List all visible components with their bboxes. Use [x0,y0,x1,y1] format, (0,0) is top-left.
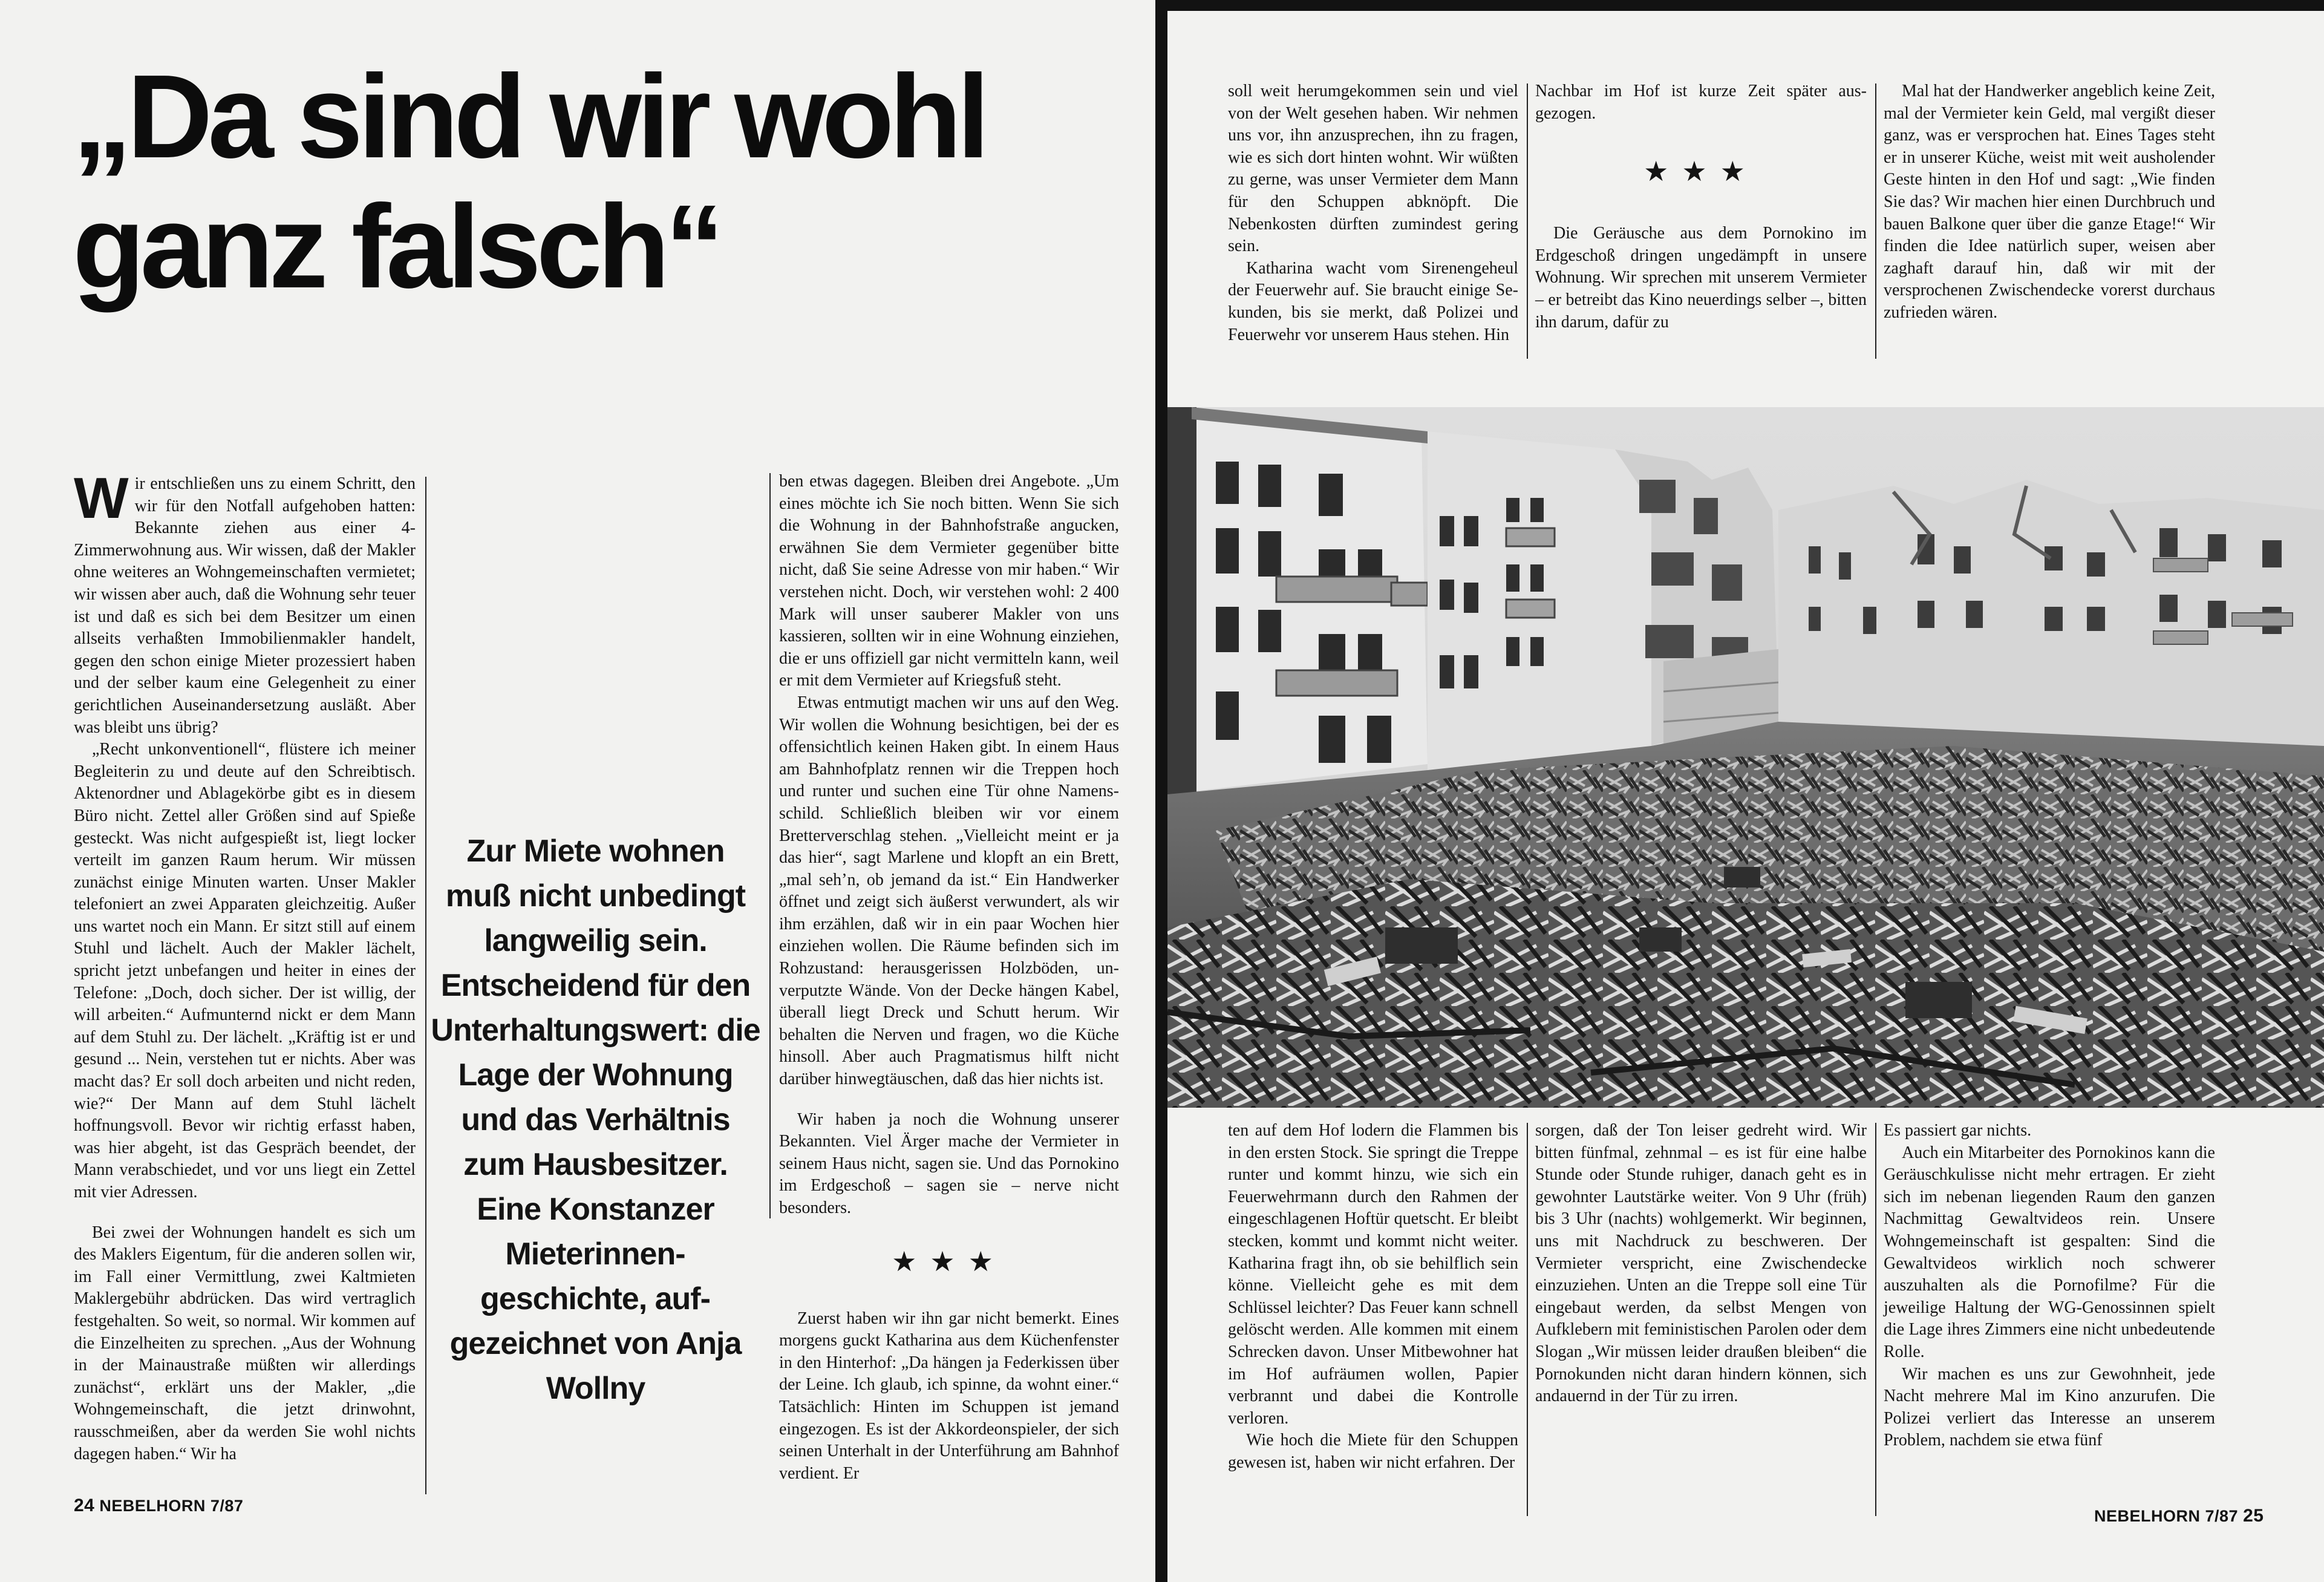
article-column-top-1 [1228,80,1518,346]
paragraph: Etwas entmutigt machen wir uns auf den Weg. Wir wollen die Wohnung besichtigen, bei der es offensichtlich keinen Haken gibt. In einem Haus am Bahnhofplatz rennen wir die Treppen hoch und runter und suchen eine Tür ohne Namensschild. Schließlich bleiben wir vor einem Bretterverschlag stehen. „Vielleicht meint er ja das hier“, sagt Marlene und klopft an ein Brett, „mal seh’n, ob jemand da ist.“ Ein Handwerker öffnet und zeigt sich äußerst verwundert, als wir ihm erzählen, daß wir in ein paar Wochen hier einziehen wollen. Die Räume befinden sich im Rohzustand: herausgerissen Holzböden, unverputzte Wände. Von der Decke hängen Kabel, überall liegt Dreck und Schutt herum. Wir behalten die Nerven und fragen, wo die Küche hinsoll. Aber auch Pragmatismus hilft nicht darüber hinwegtäuschen, daß das hier nichts ist. [779,693,1119,1089]
article-column-bottom-1 [1228,1120,1518,1474]
magazine-issue: NEBELHORN 7/87 [99,1497,244,1515]
paragraph: ben etwas dagegen. Bleiben drei Angebote. „Um eines möchte ich Sie noch bitten. Wenn Sie sich die Wohnung in der Bahnhofstraße angucken, erwähnen Sie dem Vermieter gegenüber bitte nicht, daß Sie seine Adresse von mir haben.“ Wir verstehen nicht. Doch, wir verstehen wohl: 2 400 Mark will unser sauberer Makler von uns kassieren, sollten wir in eine Wohnung einziehen, die er uns offiziell gar nicht vermitteln kann, weil er mit dem Vermieter auf Kriegsfuß steht. [779,472,1119,690]
column-rule [1527,83,1528,359]
paragraph: Die Geräusche aus dem Pornokino im Erdgeschoß dringen ungedämpft in unsere Wohnung. Wir sprechen mit unserem Vermieter – er betreibt das Kino neuerdings selber –, bitten ihn darum, dafür zu [1535,224,1867,332]
paragraph: Auch ein Mitarbeiter des Pornokinos kann die Geräuschkulisse nicht mehr ertragen. Er zieht sich im nebenan liegenden Raum den ganzen Nachmittag Gewaltvideos rein. Unsere Wohngemeinschaft ist gespalten: Sind die Gewaltvideos wirklich noch schwerer auszuhalten als die Pornofilme? Für die jeweilige Haltung der WG-Genossinnen spielt die Lage ihres Zimmers eine nicht unbedeutende Rolle. [1884,1143,2215,1361]
paragraph-text: ir entschließen uns zu einem Schritt, den wir für den Notfall aufgehoben hatten: Bekannte ziehen aus einer 4-Zimmerwohnung aus. Wir wissen, daß der Makler ohne weiteres an Wohngemeinschaften vermietet; wir wissen aber auch, daß die Wohnung sehr teuer ist und daß es sich bei dem Besitzer um einen allseits verhaßten Immobilienmakler handelt, gegen den schon einige Mieter prozessiert haben und der selber kaum eine Gelegenheit zu einer gerichtlichen Auseinandersetzung ausläßt. Aber was bleibt uns übrig? [74,474,416,737]
paragraph: Mal hat der Handwerker angeblich keine Zeit, mal der Vermieter kein Geld, mal vergißt dieser ganz, was er versprochen hat. Eines Tages steht er in unserer Küche, weist mit weit ausholender Geste hinten in den Hof und sagt: „Wie finden Sie das? Wir machen hier einen Durchbruch und bauen Balkone quer über die ganze Etage!“ Wir finden die Idee natürlich super, weisen aber zaghaft darauf hin, daß wir mit der versprochenen Zwischendecke vorerst durchaus zufrieden wären. [1884,82,2215,322]
paragraph: Es passiert gar nichts. [1884,1121,2032,1140]
headline-line: ganz falsch“ [73,180,720,313]
paragraph [74,466,416,739]
article-subhead: Zur Miete wohnen muß nicht unbedingt langweilig sein. Entscheidend für den Unterhaltungswert: die Lage der Wohnung und das Verhältnis zum Hausbesitzer. Eine Konstanzer Mieterinnengeschichte, aufgezeichnet von Anja Wollny [431,834,760,1406]
article-column-3 [779,471,1119,1485]
article-column-top-2 [1535,80,1867,333]
section-break-stars: ★★★ [1643,156,1758,188]
page-number: 24 [74,1495,95,1515]
page-folio [74,1495,243,1516]
column-rule [425,477,426,1494]
paragraph: Wir machen es uns zur Gewohnheit, jede Nacht mehrere Mal im Kino anzurufen. Die Polizei verliert das Interesse an unserem Problem, nachdem sie etwa fünf [1884,1364,2215,1450]
paragraph: Katharina wacht vom Sirenengeheul der Feuerwehr auf. Sie braucht einige Sekunden, bis sie merkt, daß Polizei und Feuerwehr vor unserem Haus stehen. Hin [1228,258,1518,344]
paragraph: Bei zwei der Wohnungen handelt es sich um des Maklers Eigentum, für die anderen sollen wir, im Fall einer Vermittlung, zwei Kaltmieten Maklergebühr abdrücken. Das wird vertraglich festgehalten. So weit, so normal. Wir kommen auf die Einzelheiten zu sprechen. „Aus der Wohnung in der Mainaustraße müßten wir allerdings zunächst“, erklärt uns der Makler, „die Wohngemeinschaft, die jetzt drinwohnt, rausschmeißen, aber da werden Sie wohl nichts dagegen haben.“ Wir ha [74,1223,416,1463]
column-rule [1875,1123,1876,1516]
drop-cap: W [74,466,129,531]
article-column-bottom-3 [1884,1120,2215,1452]
article-column-bottom-2 [1535,1120,1867,1408]
column-rule [769,473,771,1218]
paragraph: soll weit herumgekommen sein und viel von der Welt gesehen haben. Wir nehmen uns vor, ihn anzusprechen, ihn zu fragen, wie es sich dort hinten wohnt. Wir wüßten zu gerne, was unser Vermieter dem Mann für den Schuppen abknöpft. Die Nebenkosten dürften zumindest gering sein. [1228,82,1518,256]
paragraph: Zuerst haben wir ihn gar nicht bemerkt. Eines morgens guckt Katharina aus dem Küchenfenster in den Hinterhof: „Da hängen ja Federkissen über der Leine. Ich glaub, ich spinne, da wohnt einer.“ Tatsächlich: Hinten im Schuppen ist jemand eingezogen. Es ist der Akkordeonspieler, der sich seinen Unterhalt in der Unterführung am Bahnhof verdient. Er [779,1309,1119,1483]
paragraph: sorgen, daß der Ton leiser gedreht wird. Wir bitten fünfmal, zehnmal – es ist für eine halbe Stunde oder Stunde ruhiger, danach geht es in gewohnter Lautstärke weiter. Von 9 Uhr (früh) bis 3 Uhr (nachts) wohlgemerkt. Wir beginnen, uns mit Nachdruck zu beschweren. Der Vermieter verspricht, eine Zwischendecke einzuziehen. Unten an die Treppe soll eine Tür eingebaut werden, da selbst Mengen von Aufklebern mit feministischen Parolen oder dem Slogan „Wir müssen leider draußen bleiben“ die Pornokunden nicht daran hindern können, sich andauernd in der Tür zu irren. [1535,1121,1867,1406]
column-rule [1527,1123,1528,1516]
page-number: 25 [2243,1506,2264,1526]
page-folio [2094,1506,2264,1526]
paragraph: „Recht unkonventionell“, flüstere ich meiner Begleiterin zu und deute auf den Schreibtisch. Aktenordner und Ablagekörbe gibt es in diesem Büro nicht. Zettel aller Größen sind auf Spieße gesteckt. Was nicht aufgespießt ist, liegt locker verteilt im ganzen Raum herum. Wir müssen zunächst einige Minuten warten. Unser Makler telefoniert an zwei Apparaten gleichzeitig. Außer uns wartet noch ein Mann. Er sitzt still auf einem Stuhl und lächelt. Auch der Makler lächelt, spricht jetzt unbefangen und heiter in eines der Telefone: „Doch, doch sicher. Der ist willig, der will arbeiten.“ Aufmunternd nickt er dem Mann auf dem Stuhl zu. Der lächelt. „Kräftig ist er und gesund ... Nein, verstehen tut er nichts. Aber was macht das? Er soll doch arbeiten und nicht reden, wie?“ Der Mann auf dem Stuhl lächelt hoffnungsvoll. Bevor wir richtig erfasst haben, was hier abgeht, ist das Gespräch beendet, der Mann verabschiedet, und vor uns liegt ein Zettel mit vier Adressen. [74,740,416,1201]
article-column-top-3 [1884,80,2215,324]
column-rule [1875,83,1876,359]
paragraph: Wie hoch die Miete für den Schuppen gewesen ist, haben wir nicht erfahren. Der [1228,1431,1518,1472]
left-page [0,0,1155,1582]
paragraph: Nachbar im Hof ist kurze Zeit später ausgezogen. [1535,82,1867,123]
magazine-issue: NEBELHORN 7/87 [2094,1507,2239,1525]
headline-line: „Da sind wir wohl [73,50,985,183]
article-column-1 [74,466,416,1465]
right-page [1167,11,2324,1582]
section-break-stars: ★★★ [892,1246,1007,1277]
paragraph: ten auf dem Hof lodern die Flammen bis in den ersten Stock. Sie springt die Treppe runter und kommt hinzu, wie sich ein Feuerwehrmann durch den Rahmen der eingeschlagenen Hoftür quetscht. Er bleibt stecken, kommt und kommt nicht weiter. Katharina fragt ihn, ob sie behilflich sein könne. Vielleicht gehe es mit dem Schlüssel leichter? Das Feuer kann schnell gelöscht werden. Alle kommen mit einem Schrecken davon. Unser Mitbewohner hat im Hof aufräumen wollen, Papier verbrannt und dabei die Kontrolle verloren. [1228,1121,1518,1428]
headline [73,51,1028,312]
photo-demolished-buildings [1167,407,2324,1108]
paragraph: Wir haben ja noch die Wohnung unserer Bekannten. Viel Ärger mache der Vermieter in seinem Haus nicht, sagen sie. Und das Pornokino im Erdgeschoß – sagen sie – nerve nicht besonders. [779,1110,1119,1217]
